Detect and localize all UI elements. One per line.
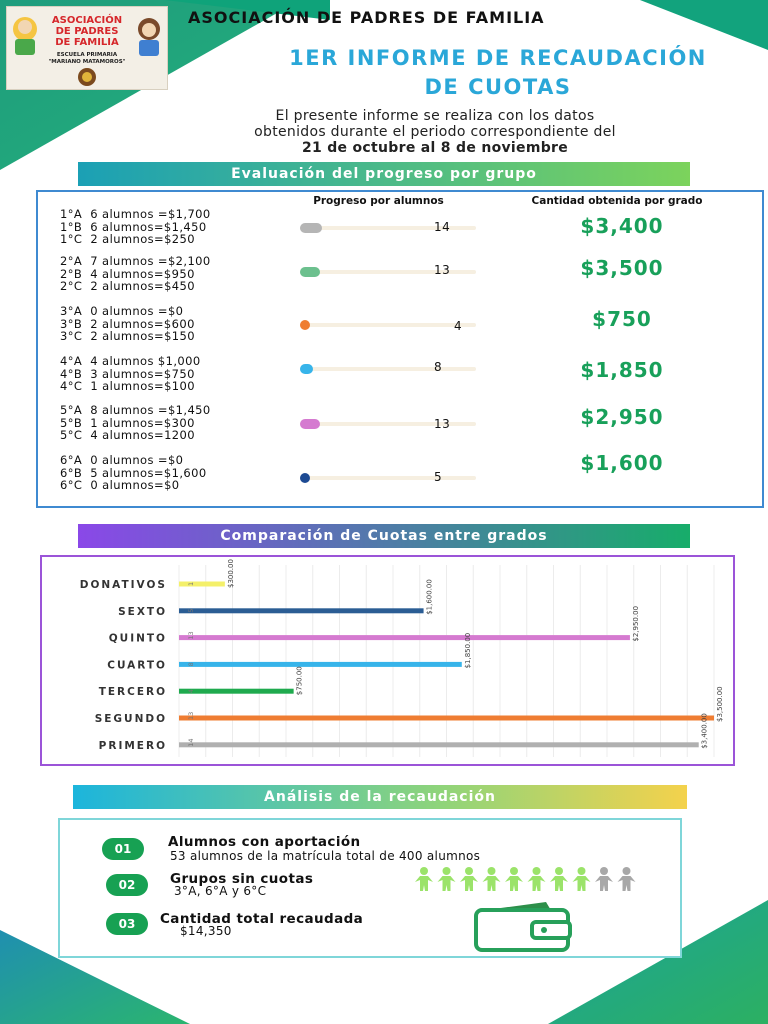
intro-line1: El presente informe se realiza con los datos — [275, 108, 595, 124]
person-icon — [415, 867, 433, 891]
bar-quinto — [179, 635, 630, 640]
group-line: 5°B 1 alumnos=$300 — [60, 415, 195, 430]
association-logo — [6, 6, 168, 90]
group-line: 1°A 6 alumnos =$1,700 — [60, 207, 211, 221]
logo-text-line1: ASOCIACIÓN — [51, 15, 123, 26]
group-line: 3°C 2 alumnos=$150 — [60, 329, 195, 343]
progress-table — [36, 190, 764, 508]
group-line: 6°B 5 alumnos=$1,600 — [60, 465, 207, 480]
category-label: CUARTO — [107, 659, 167, 672]
analysis-title-students: Alumnos con aportación — [168, 834, 361, 850]
analysis-title-groups: Grupos sin cuotas — [170, 871, 314, 887]
group-line: 5°A 8 alumnos =$1,450 — [60, 403, 211, 417]
category-label: SEGUNDO — [94, 713, 167, 725]
group-line: 1°B 6 alumnos=$1,450 — [60, 219, 207, 234]
group-breakdown — [60, 208, 290, 246]
secondary-label: 14 — [187, 738, 195, 747]
progress-pill — [300, 364, 313, 374]
report-title — [228, 44, 768, 102]
value-label: $3,400.00 — [700, 713, 709, 749]
analysis-desc-students: 53 alumnos de la matrícula total de 400 alumnos — [170, 849, 481, 863]
bar-donativos — [179, 582, 225, 587]
group-line: 2°C 2 alumnos=$450 — [60, 279, 195, 293]
logo-text-line4: ESCUELA PRIMARIA — [56, 52, 118, 58]
progress-pill — [300, 473, 310, 483]
step-badge-03: 03 — [106, 913, 148, 935]
value-label: $1,600.00 — [425, 579, 434, 615]
grade-amount: $3,400 — [580, 214, 664, 238]
bar-primero — [179, 742, 699, 747]
grade-amount: $3,500 — [580, 256, 664, 280]
group-breakdown — [60, 404, 290, 442]
value-label: $2,950.00 — [631, 605, 640, 642]
group-line: 2°A 7 alumnos =$2,100 — [60, 254, 211, 268]
category-label: PRIMERO — [98, 739, 167, 752]
grade-amount: $1,600 — [580, 451, 664, 475]
group-breakdown — [60, 454, 290, 492]
analysis-title-total: Cantidad total recaudada — [160, 911, 364, 927]
progress-track — [300, 367, 476, 371]
amount-column-header: Cantidad obtenida por grado — [531, 195, 703, 207]
comparison-bar-chart — [42, 557, 733, 764]
step-badge-02: 02 — [106, 874, 148, 896]
grade-amount: $750 — [592, 307, 652, 331]
group-line: 3°A 0 alumnos =$0 — [60, 304, 184, 318]
secondary-label: 13 — [187, 711, 195, 720]
person-icon — [460, 867, 478, 891]
value-label: $1,850.00 — [463, 632, 472, 669]
bar-cuarto — [179, 662, 462, 667]
student-count: 8 — [434, 360, 443, 374]
progress-pill — [300, 267, 320, 277]
progress-pill — [300, 419, 320, 429]
person-icon — [573, 867, 591, 891]
comparison-section-banner: Comparación de Cuotas entre grados — [78, 524, 690, 548]
bar-tercero — [179, 689, 294, 694]
category-label: SEXTO — [118, 605, 167, 618]
secondary-label: 1 — [187, 581, 195, 586]
report-title-line2: DE CUOTAS — [424, 75, 572, 99]
progress-column-header: Progreso por alumnos — [313, 195, 444, 207]
logo-text-line2: DE PADRES — [55, 26, 119, 37]
group-breakdown — [60, 305, 290, 343]
person-icon — [438, 867, 456, 891]
group-line: 3°B 2 alumnos=$600 — [60, 316, 195, 331]
progress-pill — [300, 223, 322, 233]
person-icon — [618, 867, 636, 891]
person-icon — [528, 867, 546, 891]
group-line: 6°C 0 alumnos=$0 — [60, 478, 180, 492]
student-count: 5 — [434, 470, 443, 484]
logo-text-line3: DE FAMILIA — [55, 37, 119, 48]
bar-sexto — [179, 608, 424, 613]
progress-section-banner: Evaluación del progreso por grupo — [78, 162, 690, 186]
comparison-chart-frame — [40, 555, 735, 766]
secondary-label: 13 — [187, 631, 195, 640]
category-label: DONATIVOS — [79, 579, 167, 591]
wallet-icon — [472, 900, 574, 954]
step-badge-01: 01 — [102, 838, 144, 860]
category-label: QUINTO — [108, 632, 167, 645]
report-title-line1: 1ER INFORME DE RECAUDACIÓN — [289, 46, 707, 70]
progress-track — [300, 476, 476, 480]
student-count: 14 — [434, 220, 451, 234]
secondary-label: 5 — [187, 608, 195, 613]
person-icon — [483, 867, 501, 891]
group-line: 4°B 3 alumnos=$750 — [60, 366, 195, 381]
person-icon — [595, 867, 613, 891]
analysis-desc-groups: 3°A, 6°A y 6°C — [174, 884, 267, 898]
progress-track — [300, 323, 476, 327]
student-count: 13 — [434, 263, 451, 277]
progress-pill — [300, 320, 310, 330]
group-line: 5°C 4 alumnos=1200 — [60, 428, 195, 442]
person-icon — [505, 867, 523, 891]
group-line: 4°A 4 alumnos $1,000 — [60, 354, 201, 368]
people-icon-row — [412, 866, 642, 892]
intro-line2: obtenidos durante el periodo correspondiente del — [254, 124, 616, 140]
logo-text-line5: "MARIANO MATAMOROS" — [48, 59, 126, 65]
value-label: $300.00 — [226, 559, 235, 588]
analysis-desc-total: $14,350 — [180, 924, 232, 938]
value-label: $750.00 — [295, 666, 304, 696]
group-line: 1°C 2 alumnos=$250 — [60, 232, 195, 246]
group-line: 4°C 1 alumnos=$100 — [60, 379, 195, 393]
group-breakdown — [60, 255, 290, 293]
grade-amount: $2,950 — [580, 405, 664, 429]
category-label: TERCERO — [98, 686, 167, 699]
student-count: 4 — [454, 319, 463, 333]
secondary-label: 8 — [187, 662, 195, 667]
bar-segundo — [179, 716, 714, 721]
value-label: $3,500.00 — [716, 686, 724, 722]
intro-paragraph — [160, 108, 710, 156]
secondary-label: 4 — [187, 689, 195, 694]
group-line: 6°A 0 alumnos =$0 — [60, 453, 184, 467]
analysis-section-banner: Análisis de la recaudación — [73, 785, 687, 809]
group-line: 2°B 4 alumnos=$950 — [60, 266, 195, 281]
grade-amount: $1,850 — [580, 358, 664, 382]
student-count: 13 — [434, 417, 451, 431]
intro-dates: 21 de octubre al 8 de noviembre — [301, 140, 569, 156]
person-icon — [550, 867, 568, 891]
analysis-box — [58, 818, 682, 958]
organization-name: ASOCIACIÓN DE PADRES DE FAMILIA — [188, 8, 545, 27]
group-breakdown — [60, 355, 290, 393]
